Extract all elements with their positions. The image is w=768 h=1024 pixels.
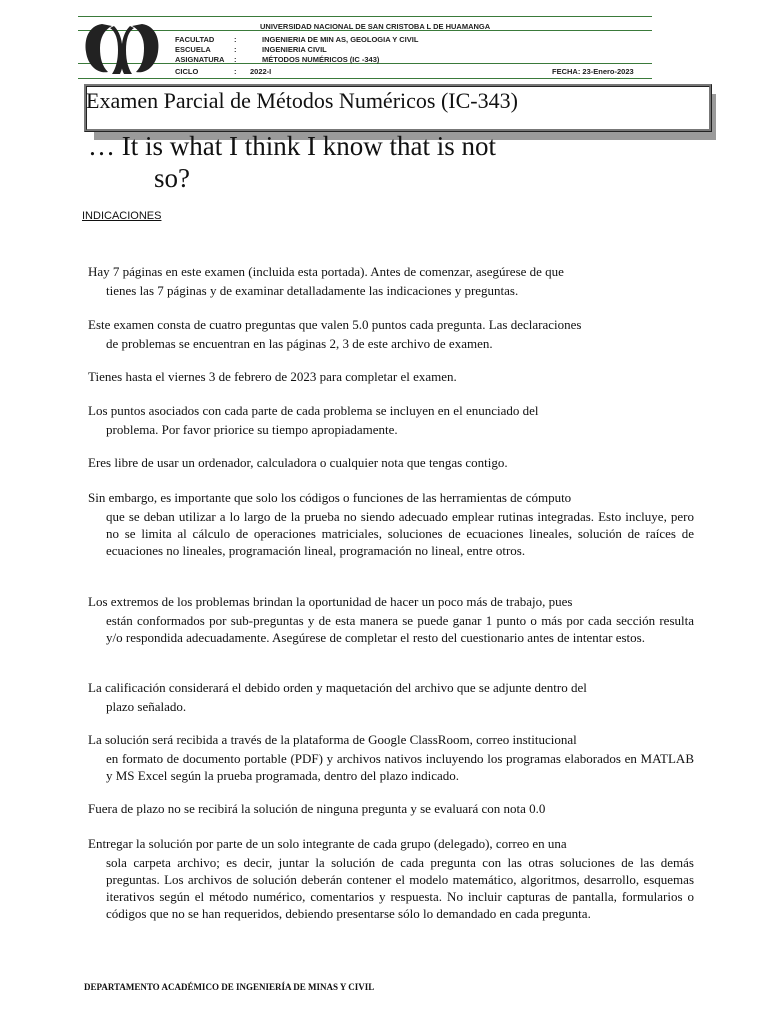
instruction-first-line: La calificación considerará el debido orden y maquetación del archivo que se adjunte dentro del — [88, 680, 587, 695]
indications-heading: INDICACIONES — [82, 210, 162, 222]
document-header — [78, 16, 652, 80]
instruction-first-line: Los extremos de los problemas brindan la oportunidad de hacer un poco más de trabajo, pues — [88, 594, 573, 609]
instruction-continuation: en formato de documento portable (PDF) y archivos nativos incluyendo los programas elaborados en MATLAB y MS Excel según la prueba programada, dentro del plazo indicado. — [106, 751, 694, 783]
cycle-sep: : — [234, 67, 237, 76]
header-rule-top — [78, 16, 652, 17]
instruction-continuation: que se deban utilizar a lo largo de la prueba no siendo adecuado emplear rutinas integradas. Esto incluye, pero no se limita al cálculo de operaciones matriciales, soluciones de ecuaciones lineales, solución de raíces de ecuaciones no lineales, programación lineal, programación no lineal, entre otros. — [106, 509, 694, 558]
instruction-continuation: de problemas se encuentran en las páginas 2, 3 de este archivo de examen. — [106, 336, 493, 351]
instruction-continuation: sola carpeta archivo; es decir, juntar la solución de cada pregunta con las otras soluciones de las demás preguntas. Los archivos de solución deberán contener el modelo matemático, algoritmos, desarrollo, esquemas iterativos según el método numérico, comentarios y respuesta. No incluir capturas de pantalla, formularios o códigos que no se han requeridos, debiendo presentarse sólo lo demandado en cada pregunta. — [106, 855, 694, 921]
faculty-sep: : — [234, 35, 237, 44]
epigraph-quote — [88, 130, 628, 194]
subject-key: ASIGNATURA — [175, 55, 225, 64]
instruction-first-line: Fuera de plazo no se recibirá la solución de ninguna pregunta y se evaluará con nota 0.0 — [88, 801, 546, 816]
instruction-item — [84, 489, 694, 559]
instruction-first-line: Sin embargo, es importante que solo los códigos o funciones de las herramientas de cómputo — [88, 490, 572, 505]
instruction-first-line: Entregar la solución por parte de un solo integrante de cada grupo (delegado), correo en una — [88, 836, 567, 851]
instruction-item — [84, 835, 694, 922]
instruction-item — [84, 593, 694, 646]
instruction-first-line: La solución será recibida a través de la plataforma de Google ClassRoom, correo institucional — [88, 732, 577, 747]
instruction-first-line: Eres libre de usar un ordenador, calculadora o cualquier nota que tengas contigo. — [88, 455, 508, 470]
quote-line-2: so? — [154, 163, 190, 193]
instruction-item — [84, 731, 694, 784]
instruction-continuation: plazo señalado. — [106, 699, 187, 714]
department-footer: DEPARTAMENTO ACADÉMICO DE INGENIERÍA DE MINAS Y CIVIL — [84, 982, 375, 992]
header-rule-bottom — [78, 78, 652, 79]
instruction-continuation: tienes las 7 páginas y de examinar detalladamente las indicaciones y preguntas. — [106, 283, 519, 298]
school-value: INGENIERIA CIVIL — [262, 45, 327, 54]
instruction-first-line: Hay 7 páginas en este examen (incluida esta portada). Antes de comenzar, asegúrese de que — [88, 264, 564, 279]
instruction-item — [84, 368, 694, 387]
instruction-item — [84, 402, 694, 438]
instruction-item — [84, 800, 694, 819]
instruction-continuation: problema. Por favor priorice su tiempo apropiadamente. — [106, 422, 398, 437]
quote-line-1: … It is what I think I know that is not — [88, 131, 496, 161]
cycle-key: CICLO — [175, 67, 199, 76]
instruction-first-line: Este examen consta de cuatro preguntas que valen 5.0 puntos cada pregunta. Las declaraciones — [88, 317, 582, 332]
instruction-first-line: Tienes hasta el viernes 3 de febrero de 2023 para completar el examen. — [88, 369, 457, 384]
subject-sep: : — [234, 55, 237, 64]
faculty-key: FACULTAD — [175, 35, 215, 44]
cycle-value: 2022-I — [250, 67, 272, 76]
exam-title-box — [84, 84, 716, 134]
faculty-value: INGENIERIA DE MIN AS, GEOLOGIA Y CIVIL — [262, 35, 419, 44]
exam-title: Examen Parcial de Métodos Numéricos (IC-343) — [86, 88, 518, 113]
instruction-first-line: Los puntos asociados con cada parte de cada problema se incluyen en el enunciado del — [88, 403, 539, 418]
university-logo — [82, 20, 162, 78]
instruction-item — [84, 679, 694, 715]
date-field: FECHA: 23-Enero-2023 — [552, 67, 634, 76]
subject-value: MÉTODOS NUMÉRICOS (IC -343) — [262, 55, 380, 64]
instruction-item — [84, 316, 694, 352]
instruction-continuation: están conformados por sub-preguntas y de esta manera se puede ganar 1 punto o más por cada sección resulta y/o respondida adecuadamente. Asegúrese de completar el resto del cuestionario antes de intentar estos. — [106, 613, 694, 645]
school-sep: : — [234, 45, 237, 54]
school-key: ESCUELA — [175, 45, 211, 54]
instruction-item — [84, 454, 694, 473]
instruction-item — [84, 263, 694, 299]
university-name: UNIVERSIDAD NACIONAL DE SAN CRISTOBA L DE HUAMANGA — [260, 22, 491, 31]
